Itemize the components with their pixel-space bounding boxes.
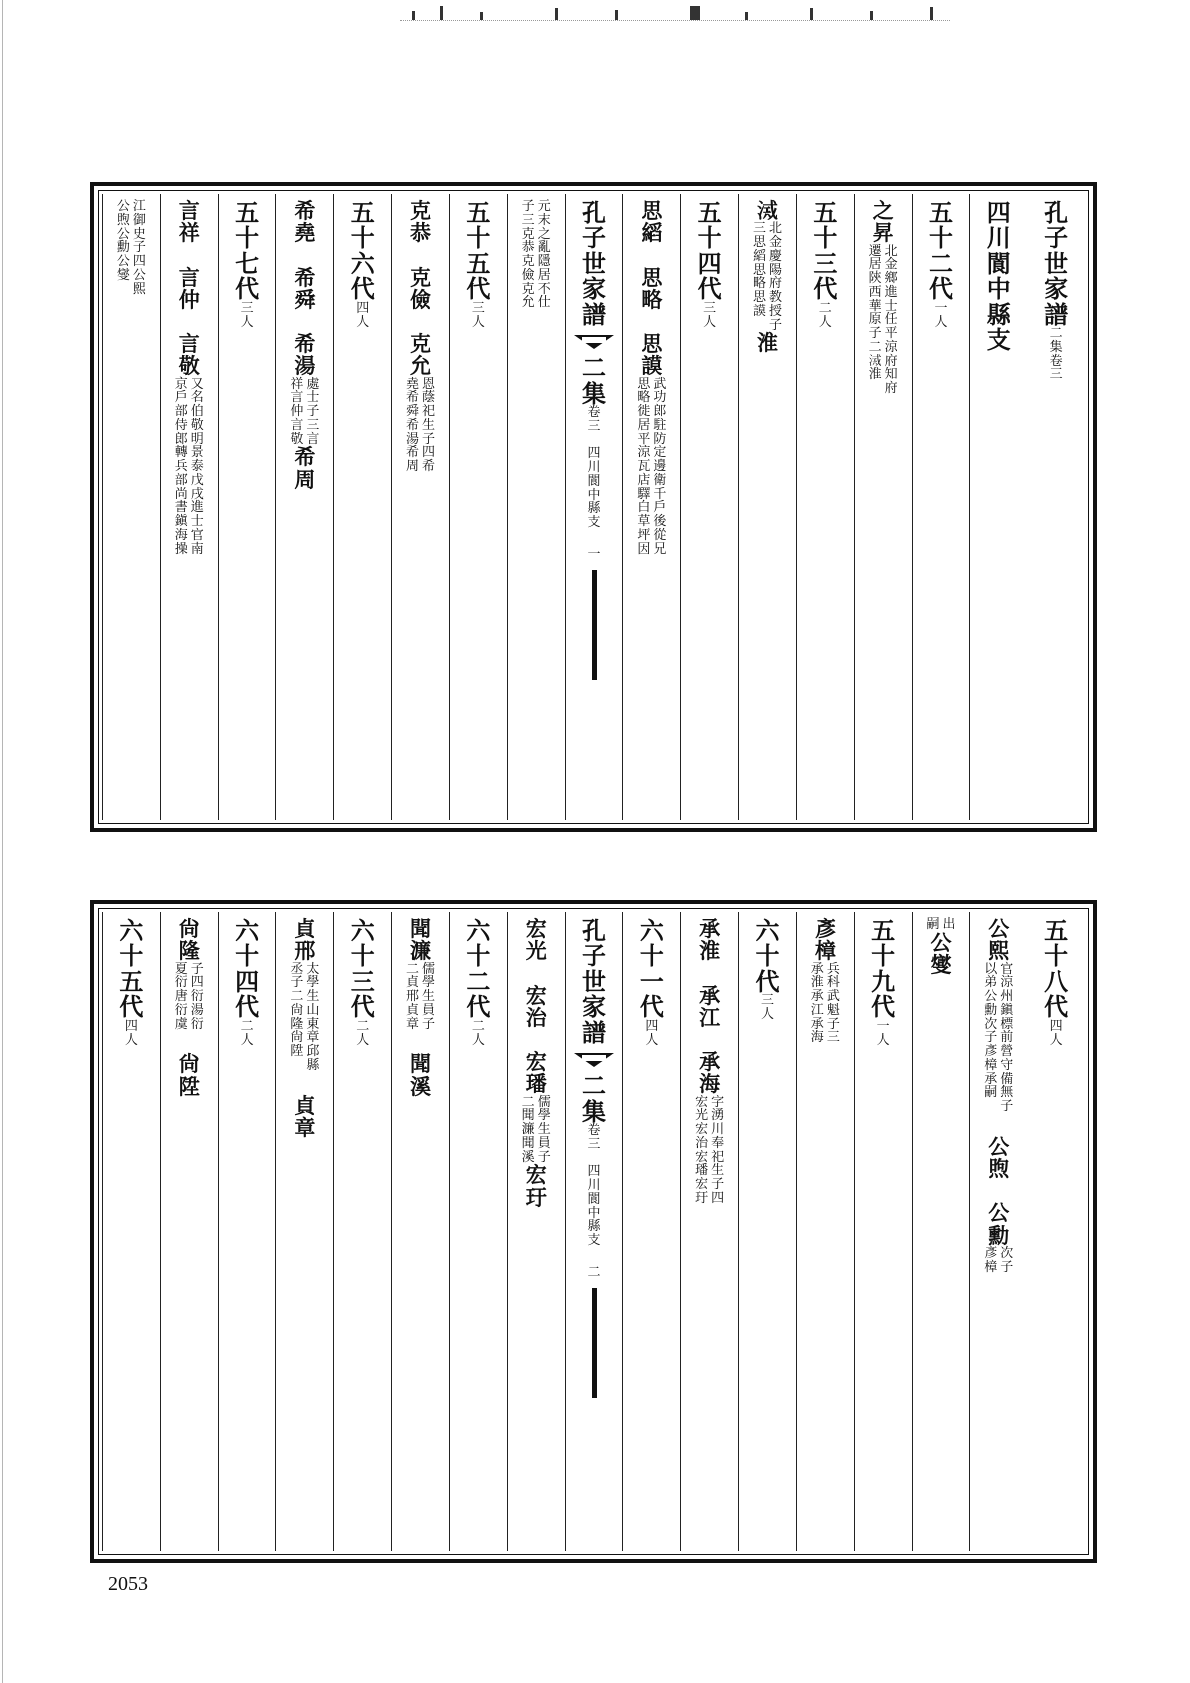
person-name: 思 縚 [641,198,663,246]
generation-heading: 六 十 五 代 [119,916,144,1022]
annotation-line: 又 名 伯 敬 明 景 泰 戊 戌 進 士 官 南 [190,376,204,557]
person-name: 尙 陞 [178,1051,200,1099]
person-name: 𣸂 [756,198,778,223]
genealogy-column [102,912,160,1551]
leaf-number: 二 [587,1264,601,1280]
generation-count: 二 人 [240,1018,254,1048]
annotation [406,963,435,1032]
annotation-line: 恩 蔭 祀 生 子 四 希 [422,376,436,475]
genealogy-column [333,194,391,820]
annotation [522,1096,551,1165]
annotation-line: 彥 樟 [984,1245,998,1275]
volume-label: 卷 三 四 川 閬 中 縣 支 [587,1123,601,1249]
person-name: 聞 濂 [410,916,432,964]
generation-heading: 六 十 代 [755,916,780,996]
genealogy-column [391,912,449,1551]
genealogy-column [969,194,1027,820]
generation-count: 四 人 [356,300,370,330]
person-name: 承 淮 [699,916,721,964]
annotation-line: 江 御 史 子 四 公 熙 [132,199,146,297]
annotation-line: 夏 衍 唐 衍 虞 [174,961,188,1032]
person-name: 公 勳 [988,1200,1010,1248]
fish-tail-ornament [574,335,614,351]
person-name: 公 煦 [988,1133,1010,1182]
person-name: 克 儉 [410,264,432,312]
genealogy-column [969,912,1027,1551]
generation-heading: 六 十 四 代 [235,916,260,1022]
annotation-line: 出 [942,917,956,932]
volume-label: 卷 三 四 川 閬 中 縣 支 [587,405,601,531]
generation-count: 三 人 [471,300,485,330]
person-name: 之 昇 [872,198,894,246]
annotation-line: 兵 科 武 魁 子 三 [826,961,840,1046]
annotation [290,963,319,1073]
genealogy-column [796,912,854,1551]
genealogy-column [1027,912,1085,1551]
annotation-line: 元 末 之 亂 隱 居 不 仕 [537,199,551,311]
generation-count: 一 人 [934,300,948,330]
generation-count: 二 人 [356,1018,370,1048]
annotation-line: 北 金 慶 陽 府 教 授 子 [768,221,782,333]
top-edge-marks [400,4,950,21]
person-name: 宏 玗 [525,1162,547,1210]
annotation-line: 嗣 [926,917,940,932]
annotation [117,200,146,296]
generation-count: 三 人 [703,300,717,330]
genealogy-column [1027,194,1085,820]
genealogy-column [218,194,276,820]
generation-count: 三 人 [760,993,774,1023]
genealogy-column [507,912,565,1551]
generation-count: 三 人 [240,300,254,330]
person-name: 公 熙 [988,916,1010,964]
annotation-line: 處 士 子 三 言 [306,376,320,447]
annotation-line: 儒 學 生 員 子 [537,1094,551,1165]
genealogy-column [622,194,680,820]
generation-heading: 五 十 五 代 [466,198,491,304]
generation-heading: 六 十 二 代 [466,916,491,1022]
genealogy-column [102,194,160,820]
annotation-line: 官 涼 州 鎭 標 前 營 守 備 無 子 [1000,961,1014,1115]
annotation-line: 次 子 [1000,1245,1014,1275]
annotation-line: 北 金 鄉 進 士 任 平 涼 府 知 府 [884,243,898,397]
genealogy-panel-top [90,182,1097,832]
person-name: 宏 治 [525,982,547,1030]
annotation-line: 太 學 生 山 東 章 邱 縣 [306,961,320,1073]
annotation [869,245,898,396]
book-title: 孔 子 世 家 譜 [582,198,607,329]
annotation-line: 子 四 衍 湯 衍 [190,961,204,1032]
person-name: 聞 溪 [410,1051,432,1099]
annotation [406,378,435,474]
annotation [175,378,204,557]
genealogy-column [218,912,276,1551]
person-name: 宏 光 [525,916,547,964]
person-name: 言 仲 [178,264,200,312]
genealogy-column [391,194,449,820]
annotation-line: 子 三 克 恭 克 儉 克 允 [521,199,535,311]
genealogy-column [680,194,738,820]
person-name: 言 敬 [178,331,200,379]
black-mouth-bar [592,1288,597,1398]
annotation-line: 京 戶 部 侍 郎 轉 兵 部 尚 書 鎭 海 操 [174,376,188,557]
person-name: 貞 邢 [294,916,316,964]
annotation-line: 字 湧 川 奉 祀 生 子 四 [711,1094,725,1206]
person-name: 思 謨 [641,331,663,379]
generation-heading: 四 川 閬 中 縣 支 [986,198,1011,355]
genealogy-column [622,912,680,1551]
annotation-line: 公 煦 公 勳 公 燮 [116,199,130,283]
collection-label: 二 集 [582,353,607,408]
genealogy-column [160,194,218,820]
person-name: 希 湯 [294,331,316,379]
annotation [984,963,1013,1114]
person-name: 言 祥 [178,198,200,246]
genealogy-column [275,912,333,1551]
annotation-line: 遷 居 陝 西 華 原 子 二 𣸂 淮 [868,243,882,383]
person-name: 希 堯 [294,198,316,246]
leaf-number: 一 [587,546,601,562]
annotation-line: 儒 學 生 員 子 [422,961,436,1032]
generation-count: 四 人 [124,1018,138,1048]
genealogy-column [854,912,912,1551]
generation-heading: 五 十 三 代 [813,198,838,304]
genealogy-column [449,194,507,820]
generation-heading: 五 十 二 代 [928,198,953,304]
generation-count: 二 人 [818,300,832,330]
annotation-line: 祥 言 仲 言 敬 [290,376,304,447]
annotation [984,1247,1013,1275]
genealogy-column [449,912,507,1551]
genealogy-column [796,194,854,820]
book-title: 孔 子 世 家 譜 [582,916,607,1047]
person-name: 尙 隆 [178,916,200,964]
person-name: 宏 璠 [525,1049,547,1097]
generation-heading: 五 十 四 代 [697,198,722,304]
person-name: 克 恭 [410,198,432,246]
genealogy-column [854,194,912,820]
page-number: 2053 [108,1573,148,1595]
genealogy-column [738,194,796,820]
person-name: 克 允 [410,331,432,379]
annotation-line: 丞 子 二 尙 隆 尙 陞 [290,961,304,1060]
annotation-line: 以 弟 公 勳 次 子 彥 樟 承 嗣 [984,961,998,1101]
annotation-line: 三 思 縚 思 略 思 謨 [752,221,766,319]
generation-count: 四 人 [1049,1018,1063,1048]
annotation-line: 武 功 郎 駐 防 定 邊 衛 千 戶 後 從 兄 [653,376,667,557]
center-title-column [565,912,623,1551]
person-name: 彥 樟 [814,916,836,964]
genealogy-column [912,912,970,1551]
generation-heading: 孔 子 世 家 譜 [1044,198,1069,329]
annotation-line: 承 淮 承 江 承 海 [810,961,824,1046]
person-name: 貞 章 [294,1092,316,1140]
annotation [753,222,782,332]
black-mouth-bar [592,570,597,680]
generation-heading: 五 十 九 代 [871,916,896,1022]
fish-tail-ornament [574,1053,614,1069]
generation-heading: 六 十 三 代 [350,916,375,1022]
generation-heading: 五 十 八 代 [1044,916,1069,1022]
genealogy-column [333,912,391,1551]
center-title-column [565,194,623,820]
genealogy-column [680,912,738,1551]
person-name: 希 舜 [294,264,316,312]
person-name: 承 江 [699,982,721,1030]
generation-count: 二 人 [471,1018,485,1048]
annotation [637,378,666,557]
generation-count: 一 人 [876,1018,890,1048]
generation-heading: 五 十 七 代 [235,198,260,304]
generation-heading: 五 十 六 代 [350,198,375,304]
annotation [695,1096,724,1206]
genealogy-column [507,194,565,820]
annotation-line: 堯 希 舜 希 湯 希 周 [406,376,420,475]
annotation-line: 二 聞 濂 聞 溪 [521,1094,535,1165]
annotation [811,963,840,1046]
collection-label: 二 集 [582,1071,607,1126]
person-name: 思 略 [641,264,663,312]
generation-count: 二 集 卷 三 [1049,326,1063,383]
annotation [290,378,319,447]
annotation-line: 思 略 徙 居 平 涼 瓦 店 驛 白 草 坪 因 [637,376,651,557]
genealogy-panel-bottom [90,900,1097,1563]
person-name: 希 周 [294,444,316,492]
genealogy-column [275,194,333,820]
generation-count: 四 人 [645,1018,659,1048]
annotation [522,200,551,310]
genealogy-column [160,912,218,1551]
annotation [175,963,204,1032]
annotation-line: 宏 光 宏 治 宏 璠 宏 玗 [695,1094,709,1206]
annotation-line: 二 貞 邢 貞 章 [406,961,420,1032]
person-name: 淮 [756,330,778,356]
person-name: 承 海 [699,1049,721,1097]
genealogy-column [738,912,796,1551]
person-name: 公 燮 [930,929,952,978]
generation-heading: 六 十 一 代 [639,916,664,1022]
genealogy-column [912,194,970,820]
